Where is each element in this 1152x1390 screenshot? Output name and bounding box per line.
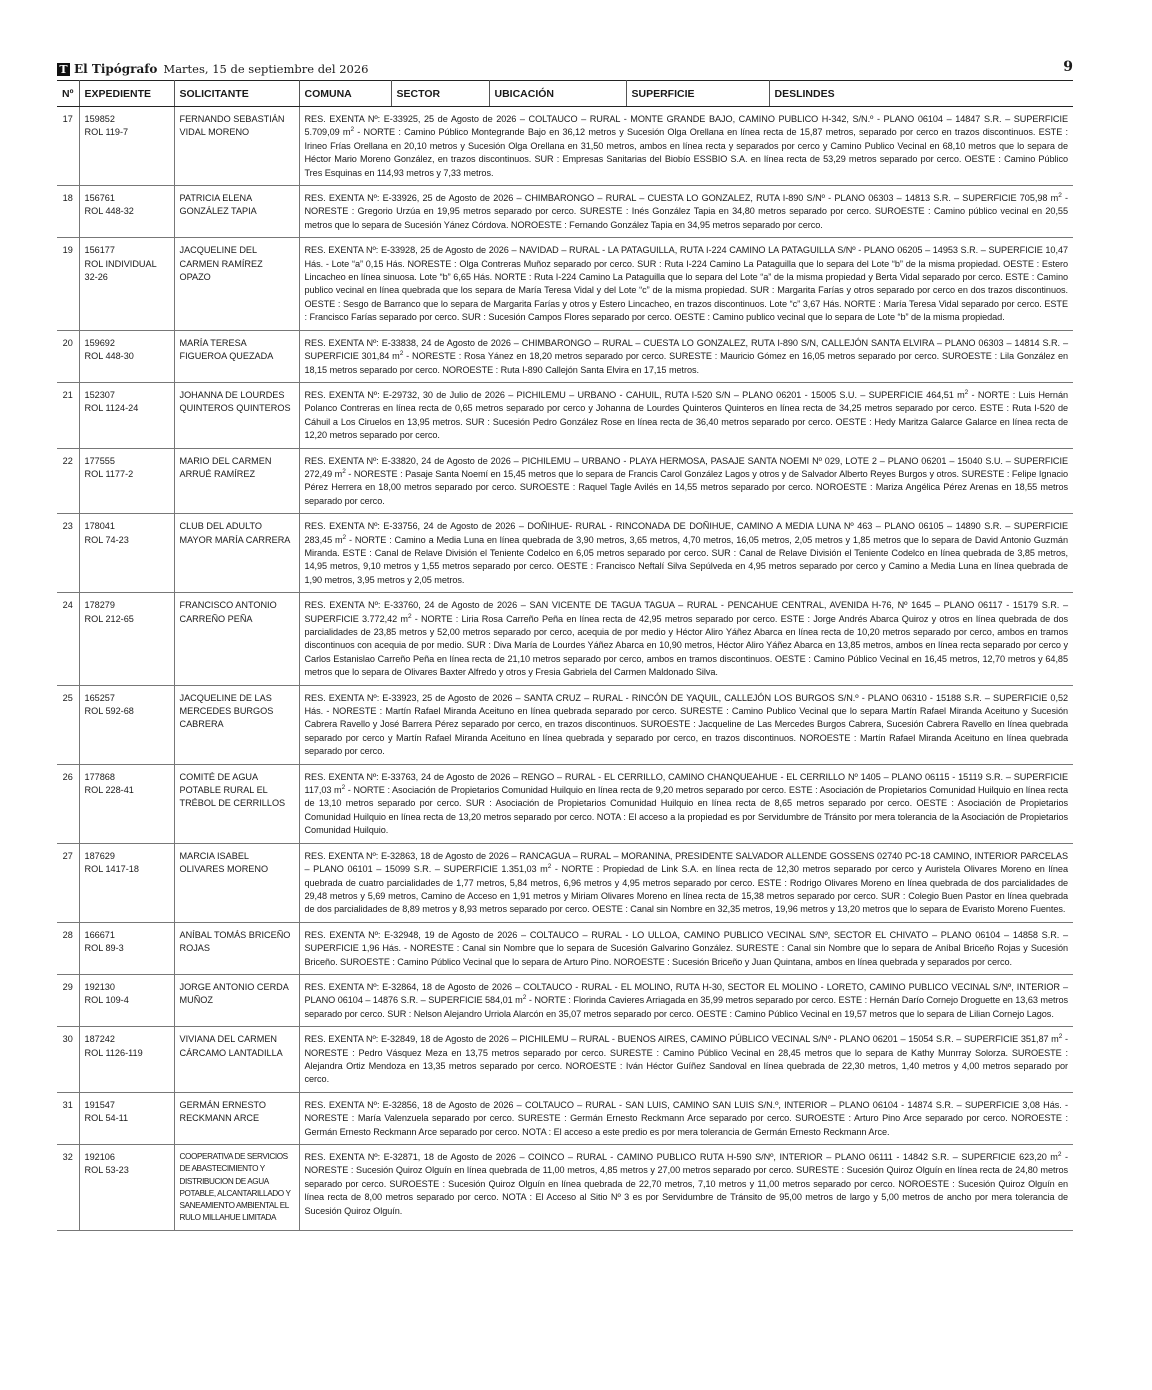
row-number: 31 [57,1092,79,1144]
row-number: 25 [57,685,79,764]
table-row [57,593,1073,685]
description-text-cont: - NORTE : Camino Público Montegrande Bajo en 36,12 metros y Sucesión Olga Orellana en línea recta de 15,87 metros, separado por cerco en trazos discontinuos. ESTE : Irineo Frías Orellana en 20,10 metros y Sucesión Olga Orellana en 31,50 metros, ambos en línea recta y separados por cerco y Camino Publico Vecinal en 68,10 metros que lo separa de Héctor Mario Moreno González, en trazos discontinuos. SUR : Empresas Sanitarias del Biobío ESSBIO S.A. en línea recta de 53,29 metros separado por cerco. OESTE : Camino Público Tres Esquinas en 114,93 metros y 7,33 metros. [304,127,1068,178]
description-text: RES. EXENTA Nº: E-33926, 25 de Agosto de 2026 – CHIMBARONGO – RURAL – CUESTA LO GONZALEZ, RUTA I-890 S/Nº - PLANO 06303 – 14813 S.R. – SUPERFICIE 705,98 m [304,193,1059,204]
row-number: 23 [57,514,79,593]
row-number: 17 [57,107,79,186]
expediente-number: 156761 [84,193,115,204]
description-text: RES. EXENTA Nº: E-32863, 18 de Agosto de 2026 – RANCAGUA – RURAL – MORANINA, PRESIDENTE SALVADOR ALLENDE GOSSENS 02740 PC-18 CAMINO, INTERIOR PARCELAS – PLANO 06101 – 15099 S.R. – SUPERFICIE 1.351,03 m [304,850,1068,875]
expediente-number: 178279 [84,600,115,611]
description-text-cont: - NORTE : Luis Hernán Polanco Contreras en línea recta de 0,65 metros separado por cerco y Johanna de Lourdes Quinteros Quinteros en línea recta de 34,25 metros separado por cerco. ESTE : Ruta I-520 de Cáhuil a Los Ciruelos en 13,95 metros. SUR : Sucesión Pedro González Rose en línea recta de 36,40 metros separado por cerco. OESTE : Hedy Maritza Galarce Galarce en línea recta de 12,20 metros separado por cerco. [304,389,1068,441]
regularization-table [57,80,1073,1231]
rol-number: ROL 53-23 [84,1165,129,1176]
header-expediente: EXPEDIENTE [79,81,174,107]
header-comuna: COMUNA [299,81,391,107]
description-text-cont: - NORTE : Propiedad de Link S.A. en línea recta de 12,30 metros separado por cerco y Auristela Olivares Moreno en línea quebrada de cuatro parcialidades de 1,77 metros, 5,84 metros, 6,96 metros y 4,95 metros separado por cerco. ESTE : Rodrigo Olivares Moreno en línea quebrada de dos parcialidades de 29,48 metros y 5,69 metros, Camino de Acceso en 1,91 metros y Miriam Olivares Moreno en línea recta de 15,38 metros separado por cerco. SUR : Colegio Buen Pastor en línea quebrada de dos parcialidades de 8,89 metros y 8,93 metros separado por cerco. OESTE : Canal sin Nombre en 32,35 metros, 19,96 metros y 13,20 metros que lo separa de Evaristo Moreno Fuentes. [304,864,1068,915]
expediente-number: 192106 [84,1152,115,1162]
expediente-number: 191547 [84,1099,115,1110]
row-solicitante: CLUB DEL ADULTO MAYOR MARÍA CARRERA [174,514,299,593]
description-text: RES. EXENTA Nº: E-33756, 24 de Agosto de 2026 – DOÑIHUE- RURAL - RINCONADA DE DOÑIHUE, CAMINO A MEDIA LUNA Nº 463 – PLANO 06105 – 14890 S.R. – SUPERFICIE 283,45 m [304,521,1068,545]
row-expediente [79,448,174,514]
newspaper-page [57,60,1073,1231]
expediente-number: 177868 [84,771,115,782]
row-description [299,382,1073,448]
expediente-number: 187242 [84,1034,115,1045]
table-row [57,1145,1073,1231]
row-description [299,1145,1073,1231]
rol-number: ROL 228-41 [84,785,134,796]
rol-number: ROL 1124-24 [84,403,139,414]
description-text: RES. EXENTA Nº: E-32856, 18 de Agosto de 2026 – COLTAUCO – RURAL - SAN LUIS, CAMINO SAN LUIS S/N.º, INTERIOR – PLANO 06104 - 14874 S.R. – SUPERFICIE 3,08 Hás. - NORESTE : María Valenzuela separado por cerco. SURESTE : Germán Ernesto Reckmann Arce separado por cerco. SUROESTE : Arturo Pino Arce separado por cerco. NOROESTE : Germán Ernesto Reckmann Arce separado por cerco. NOTA : El acceso a este predio es por mera tolerancia de Germán Ernesto Reckmann Arce. [304,1099,1068,1137]
expediente-number: 152307 [84,389,115,400]
row-description [299,330,1073,382]
row-number: 19 [57,238,79,330]
row-number: 20 [57,330,79,382]
table-row [57,382,1073,448]
squared-sup: 2 [399,350,404,358]
rol-number: ROL 109-4 [84,995,129,1006]
table-row [57,186,1073,238]
description-text: RES. EXENTA Nº: E-33928, 25 de Agosto de 2026 – NAVIDAD – RURAL - LA PATAGUILLA, RUTA I-224 CAMINO LA PATAGUILLA S/Nº - PLANO 06205 – 14953 S.R. – SUPERFICIE 10,47 Hás. - Lote “a” 0,15 Hás. NORESTE : Olga Contreras Muñoz separado por cerco. SUR : Ruta I-224 Camino La Pataguilla que lo separa del Lote “b” de la misma propiedad. OESTE : Estero Lincacheo en línea sinuosa. Lote “b” 6,65 Hás. NORTE : Ruta I-224 Camino La Pataguilla que lo separa del Lote “a” de la misma propiedad y Berta Vidal separado por cerco. ESTE : Camino publico vecinal en línea quebrada que los separa de María Teresa Vidal y del Lote “c” de la misma propiedad. SUR : Margarita Farías y otros separado por cerco en dos trazos discontinuos. OESTE : Sesgo de Barranco que lo separa de Margarita Farías y otros y Estero Lincacheo, en trazos discontinuos. Lote “c” 3,67 Hás. NORTE : María Teresa Vidal separado por cerco. ESTE : Francisco Farías separado por cerco. SUR : Sucesión Campos Flores separado por cerco. OESTE : Camino publico vecinal que lo separa de Lote “b” de la misma propiedad. [304,245,1068,323]
row-number: 32 [57,1145,79,1231]
description-text: RES. EXENTA Nº: E-32864, 18 de Agosto de 2026 – COLTAUCO - RURAL - EL MOLINO, RUTA H-30, SECTOR EL MOLINO - LORETO, CAMINO PUBLICO VECINAL S/Nº, INTERIOR – PLANO 06104 – 14876 S.R. – SUPERFICIE 584,01 m [304,981,1068,1006]
rol-number: ROL 1177-2 [84,468,134,479]
row-description [299,593,1073,685]
row-description [299,448,1073,514]
publication-name: El Tipógrafo [74,62,158,76]
row-description [299,764,1073,843]
row-description [299,514,1073,593]
row-number: 29 [57,974,79,1026]
squared-sup: 2 [1058,1033,1063,1041]
row-expediente [79,107,174,186]
table-body [57,107,1073,1231]
rol-number: ROL 119-7 [84,127,129,138]
description-text-cont: - NORESTE : Gregorio Urzúa en 19,95 metros separado por cerco. SURESTE : Inés González Tapia en 34,80 metros separado por cerco. SUROESTE : Camino público vecinal en 20,55 metros que lo separa de Sucesión Yánez Córdova. NOROESTE : Fernando González Tapia en 34,95 metros separado por cerco. [304,193,1068,230]
row-solicitante: FERNANDO SEBASTIÁN VIDAL MORENO [174,107,299,186]
squared-sup: 2 [350,126,355,134]
description-text: RES. EXENTA Nº: E-32849, 18 de Agosto de 2026 – PICHILEMU – RURAL - BUENOS AIRES, CAMINO PÚBLICO VECINAL S/Nº - PLANO 06201 – 15054 S.R. – SUPERFICIE 351,87 m [304,1034,1059,1045]
rol-number: ROL 89-3 [84,943,124,954]
row-expediente [79,593,174,685]
header-deslindes: DESLINDES [769,81,1073,107]
row-description [299,922,1073,974]
header-ubicacion: UBICACIÓN [489,81,626,107]
description-text: RES. EXENTA Nº: E-33763, 24 de Agosto de 2026 – RENGO – RURAL - EL CERRILLO, CAMINO CHANQUEAHUE - EL CERRILLO Nº 1405 – PLANO 06115 - 15119 S.R. – SUPERFICIE 117,03 m [304,771,1068,796]
description-text: RES. EXENTA Nº: E-32871, 18 de Agosto de 2026 – COINCO – RURAL - CAMINO PUBLICO RUTA H-590 S/Nº, INTERIOR – PLANO 06111 - 14842 S.R. – SUPERFICIE 623,20 m [304,1152,1058,1162]
table-row [57,922,1073,974]
row-expediente [79,974,174,1026]
table-row [57,843,1073,922]
row-number: 26 [57,764,79,843]
table-row [57,1027,1073,1093]
expediente-number: 159852 [84,114,115,124]
row-solicitante: JACQUELINE DE LAS MERCEDES BURGOS CABRERA [174,685,299,764]
row-expediente [79,382,174,448]
row-solicitante: COOPERATIVA DE SERVICIOS DE ABASTECIMIENTO Y DISTRIBUCION DE AGUA POTABLE, ALCANTARILLADO Y SANEAMIENTO AMBIENTAL EL RULO MILLAHUE LIMITADA [174,1145,299,1231]
row-solicitante: GERMÁN ERNESTO RECKMANN ARCE [174,1092,299,1144]
row-number: 24 [57,593,79,685]
description-text: RES. EXENTA Nº: E-33925, 25 de Agosto de 2026 – COLTAUCO – RURAL - MONTE GRANDE BAJO, CAMINO PUBLICO H-342, S/N.º - PLANO 06104 – 14847 S.R. – SUPERFICIE 5.709,09 m [304,114,1068,138]
description-text-cont: - NORESTE : Sucesión Quiroz Olguín en línea quebrada de 11,00 metros, 4,85 metros y 27,00 metros separado por cerco. SURESTE : Sucesión Quiroz Olguín en línea recta de 24,80 metros separado por cerco. SUROESTE : Sucesión Quiroz Olguín en línea quebrada de 22,70 metros, 7,10 metros y 11,00 metros separado por cerco. NOROESTE : Sucesión Quiroz Olguín en línea recta de 8,00 metros separado por cerco. NOTA : El Acceso al Sitio Nº 3 es por Servidumbre de Tránsito de 95,00 metros de largo y 5,00 metros de ancho por mera tolerancia de Sucesión Quiroz Olguín. [304,1152,1068,1216]
table-row [57,330,1073,382]
table-row [57,107,1073,186]
rol-number: ROL 74-23 [84,534,129,545]
description-text-cont: - NORESTE : Rosa Yánez en 18,20 metros separado por cerco. SURESTE : Mauricio Gómez en 16,05 metros separado por cerco. SUROESTE : Lila González en 18,15 metros separado por cerco. NOROESTE : Ruta I-890 Callejón Santa Elvira en 17,15 metros. [304,351,1069,375]
table-row [57,448,1073,514]
rol-number: ROL 448-30 [84,351,134,362]
row-description [299,685,1073,764]
description-text-cont: - NORTE : Liria Rosa Carreño Peña en línea recta de 42,95 metros separado por cerco. ESTE : Jorge Andrés Abarca Quiroz y otros en línea quebrada de dos parcialidades de 23,85 metros y 52,00 metros separado por cerco, acequia de por medio y Héctor Aliro Yáñez Abarca en línea recta de 10,20 metros separado por cerco, ambos en tramos discontinuos con acequia de por medio. SUR : Diva María de Lourdes Yáñez Abarca en 10,90 metros, Héctor Aliro Yáñez Abarca en 13,85 metros, ambos en línea recta separado por cerco y Carlos Estanislao Carreño Peña en línea recta de 21,10 metros separado por cerco, ambos en tramos discontinuos. OESTE : Camino Público Vecinal en 16,45 metros, 12,70 metros y 64,85 metros que lo separa de Olivares Baxter Alfredo y otros y Fresia Gabriela del Carmen Maldonado Silva. [304,613,1069,678]
expediente-number: 187629 [84,850,115,861]
row-expediente [79,238,174,330]
expediente-number: 192130 [84,981,115,992]
squared-sup: 2 [1057,1150,1062,1158]
row-number: 27 [57,843,79,922]
squared-sup: 2 [547,863,552,871]
squared-sup: 2 [522,994,527,1002]
header-solicitante: SOLICITANTE [174,81,299,107]
row-number: 18 [57,186,79,238]
description-text: RES. EXENTA Nº: E-29732, 30 de Julio de 2026 – PICHILEMU – URBANO - CAHUIL, RUTA I-520 S/N – PLANO 06201 - 15005 S.U. – SUPERFICIE 464,51 m [304,389,965,400]
expediente-number: 177555 [84,455,115,466]
row-number: 22 [57,448,79,514]
header-sector: SECTOR [391,81,489,107]
row-solicitante: JACQUELINE DEL CARMEN RAMÍREZ OPAZO [174,238,299,330]
description-text-cont: - NORESTE : Pedro Vásquez Meza en 13,75 metros separado por cerco. SURESTE : Camino Público Vecinal en 28,45 metros que lo separa de Kathy Munrray Solorza. SUROESTE : Alejandra Ortiz Mendoza en 13,35 metros separado por cerco. NOROESTE : Iván Héctor Guíñez Sandoval en línea quebrada de 22,30 metros, 1,40 metros y 4,00 metros separado por cerco. [304,1034,1068,1085]
squared-sup: 2 [342,533,347,541]
row-solicitante: JOHANNA DE LOURDES QUINTEROS QUINTEROS [174,382,299,448]
description-text-cont: - NORTE : Florinda Cavieres Arriagada en 35,99 metros separado por cerco. ESTE : Hernán Darío Cornejo Droguette en 13,63 metros separado por cerco. SUR : Nelson Alejandro Urriola Alarcón en 35,07 metros separado por cerco. OESTE : Camino Público Vecinal en 19,57 metros que lo separa de Lilian Cornejo Lagos. [304,995,1068,1019]
table-header [57,81,1073,107]
description-text-cont: - NORTE : Camino a Media Luna en línea quebrada de 3,90 metros, 3,65 metros, 4,70 metros, 16,05 metros, 2,05 metros y 1,85 metros que lo separa de David Antonio Guzmán Miranda. ESTE : Canal de Relave División el Teniente Codelco en 6,05 metros separado por cerco. SUR : Canal de Relave División el Teniente Codelco en línea quebrada de 3,85 metros, 14,95 metros, 9,10 metros y 1,55 metros separado por cerco. OESTE : Francisco Neftalí Silva Sepúlveda en 4,95 metros separado por cerco y Camino a Media Luna en línea quebrada de 1,90 metros, 3,95 metros y 2,05 metros. [304,534,1068,585]
squared-sup: 2 [1058,191,1062,199]
table-row [57,974,1073,1026]
table-row [57,764,1073,843]
squared-sup: 2 [407,612,412,620]
publication-date: Martes, 15 de septiembre del 2026 [163,62,369,76]
row-expediente [79,330,174,382]
row-description [299,1027,1073,1093]
row-description [299,1092,1073,1144]
squared-sup: 2 [342,467,346,475]
row-expediente [79,1027,174,1093]
row-solicitante: FRANCISCO ANTONIO CARREÑO PEÑA [174,593,299,685]
row-description [299,843,1073,922]
rol-number: ROL 212-65 [84,613,134,624]
description-text: RES. EXENTA Nº: E-33760, 24 de Agosto de 2026 – SAN VICENTE DE TAGUA TAGUA – RURAL - PENCAHUE CENTRAL, AVENIDA H-76, Nº 1645 – PLANO 06117 - 15179 S.R. – SUPERFICIE 3.772,42 m [304,600,1068,624]
header-superficie: SUPERFICIE [626,81,769,107]
table-row [57,1092,1073,1144]
row-expediente [79,1145,174,1231]
header-number: Nº [57,81,79,107]
expediente-number: 159692 [84,337,115,348]
row-expediente [79,514,174,593]
row-solicitante: MARIO DEL CARMEN ARRUÉ RAMÍREZ [174,448,299,514]
squared-sup: 2 [341,784,346,792]
description-text: RES. EXENTA Nº: E-33820, 24 de Agosto de 2026 – PICHILEMU – URBANO - PLAYA HERMOSA, PASAJE SANTA NOEMI Nº 029, LOTE 2 – PLANO 06201 – 15040 S.U. – SUPERFICIE 272,49 m [304,455,1068,479]
squared-sup: 2 [964,388,969,396]
description-text: RES. EXENTA Nº: E-32948, 19 de Agosto de 2026 – COLTAUCO – RURAL - LO ULLOA, CAMINO PUBLICO VECINAL S/Nº, SECTOR EL CHIVATO – PLANO 06104 – 14858 S.R. – SUPERFICIE 1,96 Hás. - NORESTE : Canal sin Nombre que lo separa de Sucesión Galvarino González. SURESTE : Canal sin Nombre que lo separa de Aníbal Briceño Rojas y Sucesión Briceño. SUROESTE : Camino Público Vecinal que lo separa de Arturo Pino. NOROESTE : Sucesión Briceño y Juan Quintana, ambos en línea quebrada y separados por cerco. [304,929,1068,967]
rol-number: ROL 1417-18 [84,864,139,875]
masthead [57,60,1073,78]
row-description [299,107,1073,186]
expediente-number: 178041 [84,521,115,532]
description-text: RES. EXENTA Nº: E-33838, 24 de Agosto de 2026 – CHIMBARONGO – RURAL – CUESTA LO GONZALEZ, RUTA I-890 S/N, CALLEJÓN SANTA ELVIRA – PLANO 06303 – 14814 S.R. – SUPERFICIE 301,84 m [304,337,1068,362]
row-description [299,238,1073,330]
row-number: 30 [57,1027,79,1093]
row-expediente [79,186,174,238]
table-row [57,514,1073,593]
row-expediente [79,764,174,843]
rol-number: ROL 54-11 [84,1113,129,1124]
table-row [57,238,1073,330]
description-text-cont: - NORESTE : Pasaje Santa Noemí en 15,45 metros que lo separa de Francis Carol González Lagos y otros y de Salvador Alberto Reyes Burgos y otros. SURESTE : Felipe Ignacio Pérez Herrera en 18,00 metros separado por cerco. SUROESTE : Raquel Tagle Avilés en 14,55 metros separado por cerco. NOROESTE : Mariza Angélica Pérez Arenas en 18,55 metros separado por cerco. [304,468,1068,506]
row-solicitante: JORGE ANTONIO CERDA MUÑOZ [174,974,299,1026]
expediente-number: 165257 [84,692,115,703]
expediente-number: 156177 [84,245,115,256]
newspaper-logo-icon: T [57,63,70,76]
row-expediente [79,922,174,974]
row-expediente [79,685,174,764]
row-solicitante: PATRICIA ELENA GONZÁLEZ TAPIA [174,186,299,238]
row-solicitante: MARÍA TERESA FIGUEROA QUEZADA [174,330,299,382]
row-description [299,974,1073,1026]
rol-number: ROL 1126-119 [84,1047,143,1058]
row-solicitante: MARCIA ISABEL OLIVARES MORENO [174,843,299,922]
rol-number: ROL 592-68 [84,706,134,717]
row-solicitante: COMITÉ DE AGUA POTABLE RURAL EL TRÉBOL DE CERRILLOS [174,764,299,843]
expediente-number: 166671 [84,929,115,940]
page-number: 9 [1063,59,1073,75]
row-expediente [79,1092,174,1144]
rol-number: ROL 448-32 [84,206,134,217]
description-text: RES. EXENTA Nº: E-33923, 25 de Agosto de 2026 – SANTA CRUZ – RURAL - RINCÓN DE YAQUIL, CALLEJÓN LOS BURGOS S/N.º - PLANO 06310 - 15188 S.R. – SUPERFICIE 0,52 Hás. - NORESTE : Martín Rafael Miranda Aceituno en línea quebrada separado por cerco. SURESTE : Camino Publico Vecinal que lo separa Martín Rafael Miranda Aceituno y Sucesión Cabrera Ravello y José Barrera Pérez separado por cerco, en trazos discontinuos. SUROESTE : Jacqueline de Las Mercedes Burgos Cabrera, Sucesión Cabrera Ravello en línea quebrada separado por cerco y Martín Rafael Miranda Aceituno en línea quebrada y separado por cerco, en trazos discontinuos. NOROESTE : Martín Rafael Miranda Aceituno en línea quebrada separado por cerco. [304,692,1068,757]
rol-number: ROL INDIVIDUAL 32-26 [84,258,157,283]
description-text-cont: - NORTE : Asociación de Propietarios Comunidad Huilquio en línea recta de 9,20 metros separado por cerco. ESTE : Asociación de Propietarios Comunidad Huilquio en línea recta de 13,10 metros separado por cerco. SUR : Asociación de Propietarios Comunidad Huilquio en línea recta de 8,65 metros separado por cerco. OESTE : Asociación de Propietarios Comunidad Huilquio en línea recta de 13,20 metros separado por cerco. NOTA : El acceso a la propiedad es por Servidumbre de Tránsito por mera tolerancia de la Asociación de Propietarios Comunidad Huilquio. [304,785,1068,836]
row-number: 28 [57,922,79,974]
row-solicitante: ANÍBAL TOMÁS BRICEÑO ROJAS [174,922,299,974]
row-expediente [79,843,174,922]
row-number: 21 [57,382,79,448]
row-description [299,186,1073,238]
row-solicitante: VIVIANA DEL CARMEN CÁRCAMO LANTADILLA [174,1027,299,1093]
table-row [57,685,1073,764]
